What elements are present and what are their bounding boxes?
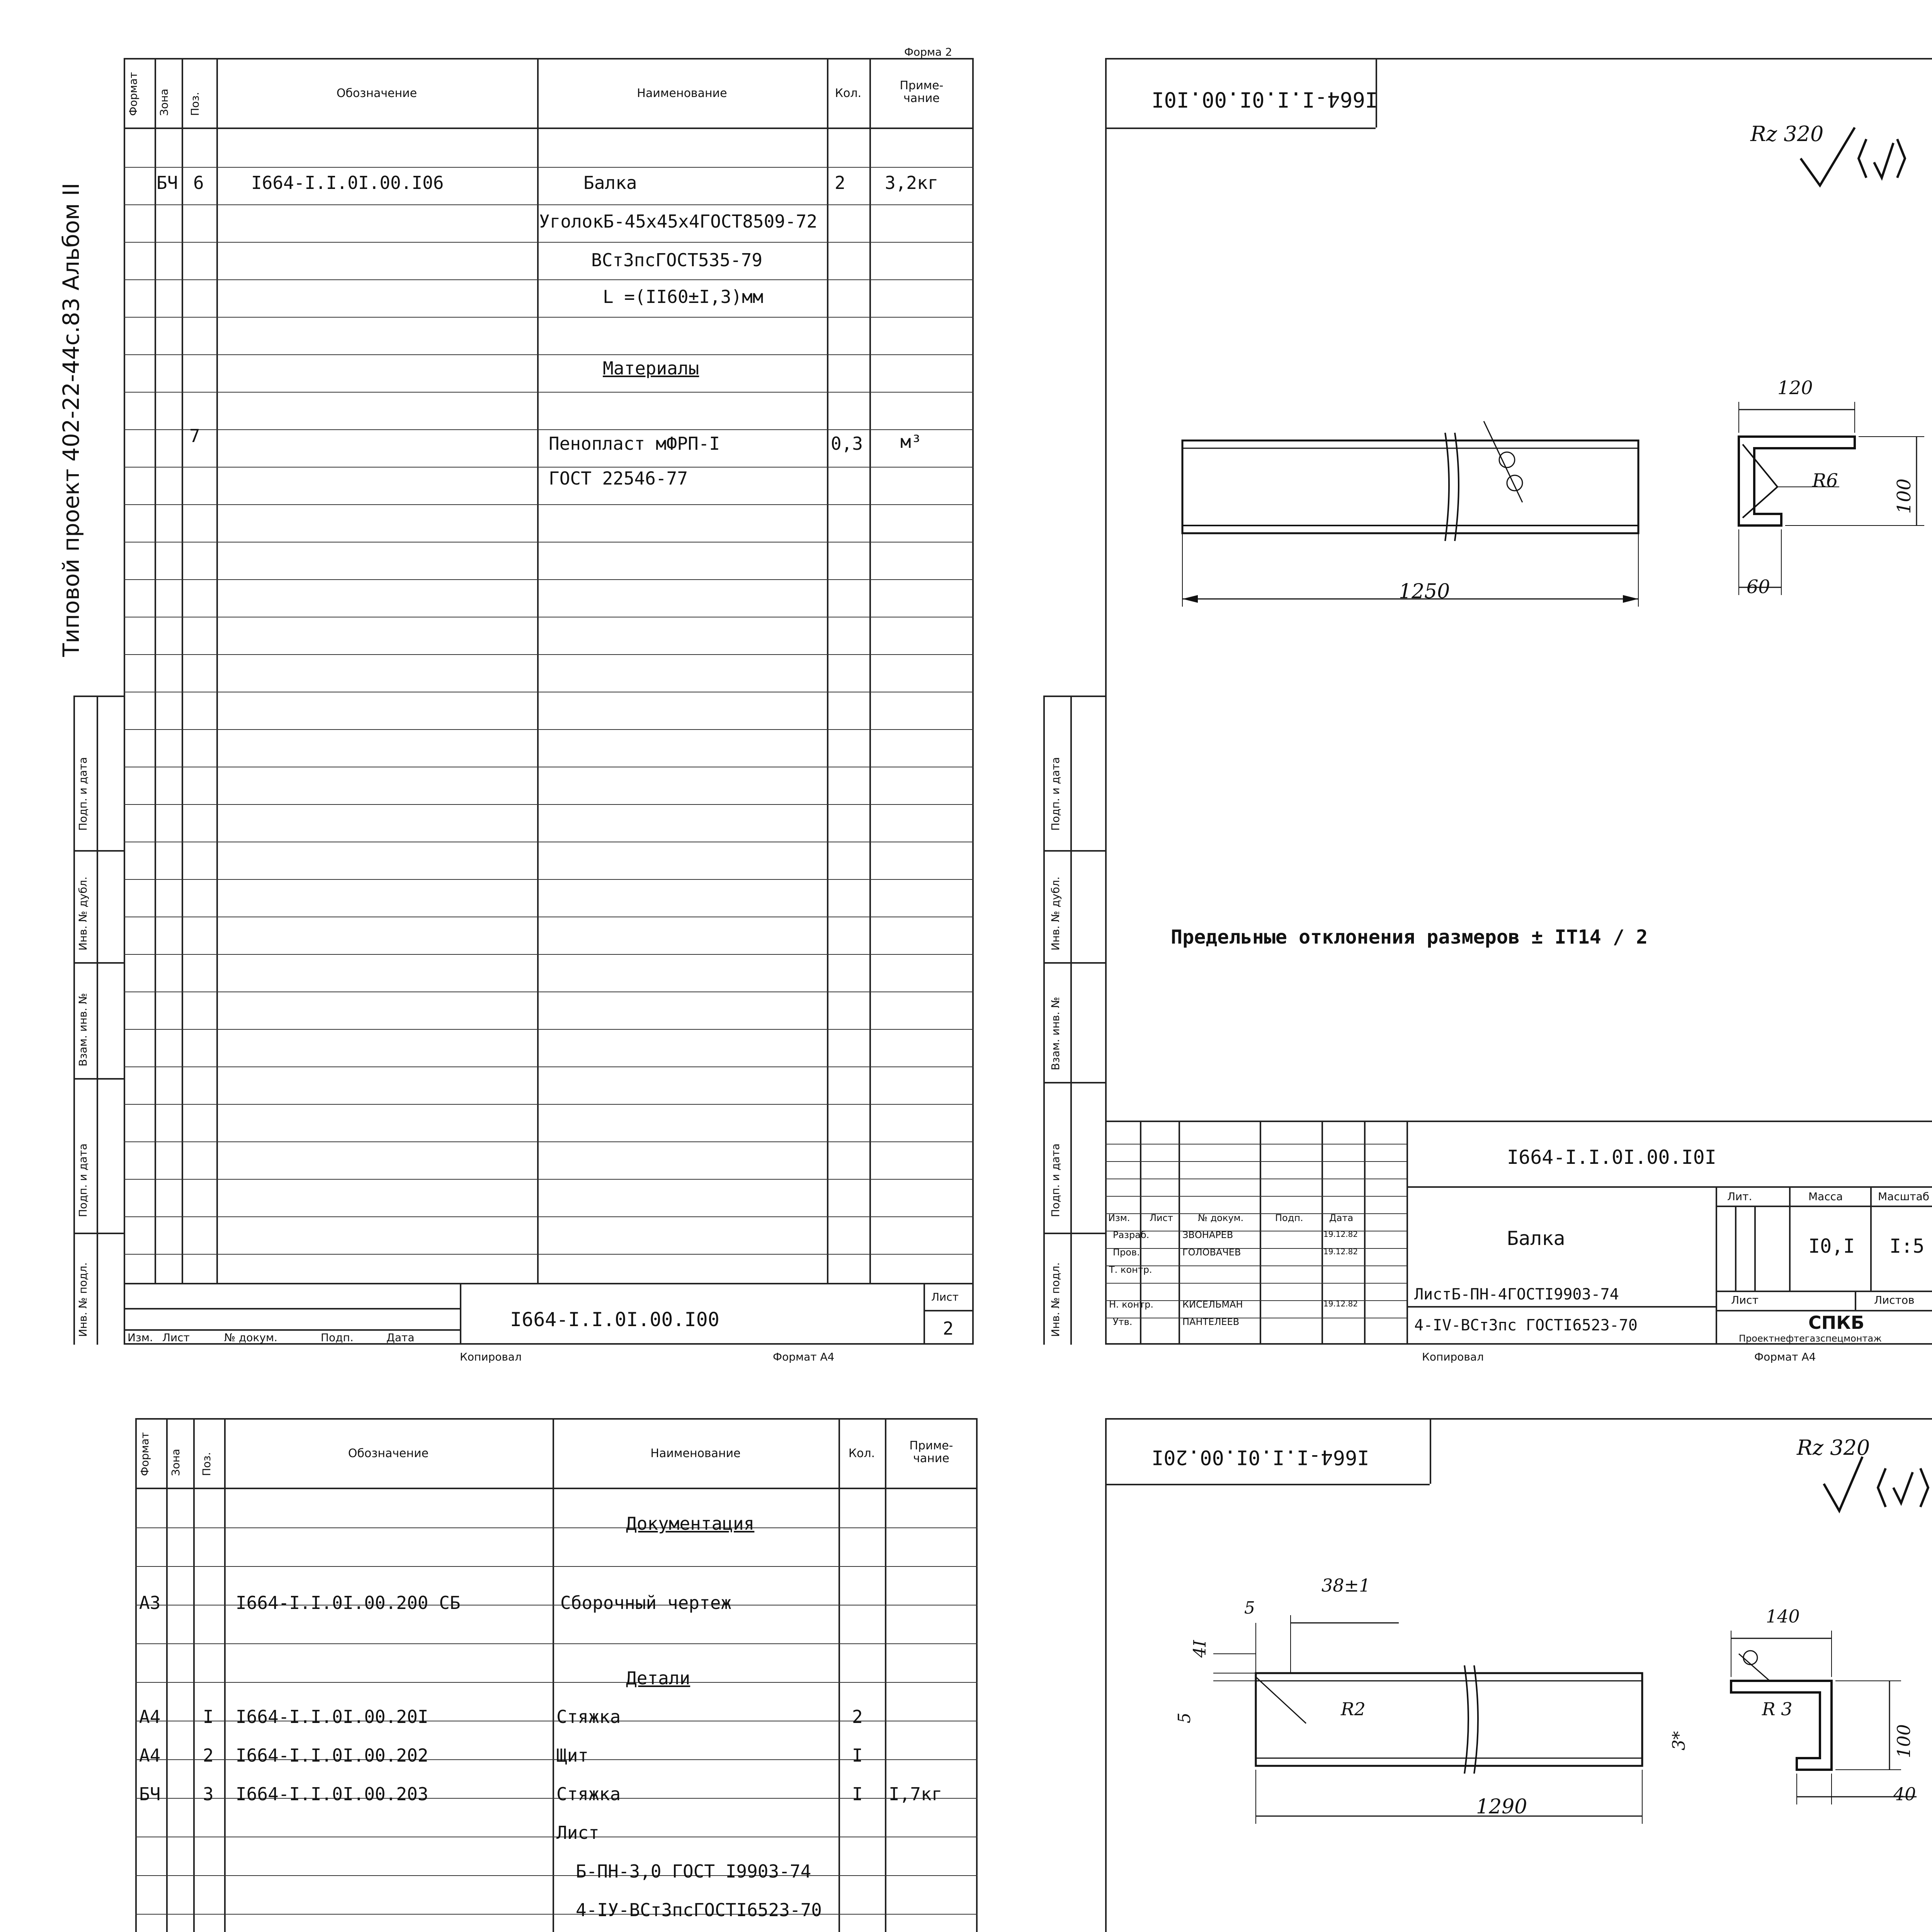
label: Подп. [1275,1213,1303,1223]
table-rule [124,954,974,955]
header-note: Приме- чание [909,1439,953,1465]
org: СПКБ [1808,1312,1864,1333]
table-rule [124,242,974,243]
section-heading: Материалы [603,358,699,379]
header-designation: Обозначение [348,1447,429,1460]
scale-label: Масштаб [1878,1190,1930,1203]
copied-label: Копировал [460,1350,522,1363]
row-format: А3 [139,1592,161,1613]
table-rule [135,1914,978,1915]
row-name: L =(II60±I,3)мм [603,286,764,307]
date: 19.12.82 [1323,1230,1358,1239]
row-pos: 6 [193,172,204,193]
table-rule [124,579,974,580]
dim-length: 1250 [1399,580,1450,603]
row-pos: I [203,1706,214,1727]
row-note: I,7кг [889,1784,942,1804]
roughness: Rz 320 [1750,122,1824,146]
dim-41: 4I [1190,1640,1210,1658]
row-pos: 2 [203,1745,214,1766]
person: ПАНТЕЛЕЕВ [1182,1316,1240,1327]
row-note: 3,2кг [885,172,939,193]
row-qty: 2 [852,1706,863,1727]
title-designation: I664-I.I.0I.00.I0I [1507,1146,1716,1168]
dim-star: 3* [1669,1731,1689,1750]
header-format: Формат [127,72,139,116]
header-qty: Кол. [835,87,862,100]
table-rule [1105,1144,1406,1145]
table-rule [124,729,974,730]
material: 4-IV-ВСт3пс ГОСТI6523-70 [1414,1316,1638,1334]
rotated-code: I664-I.I.0I.00.20I [1151,1446,1369,1469]
dim-height: 100 [1893,478,1915,514]
side-label: Подп. и дата [1049,1143,1062,1217]
row-name: Стяжка [556,1784,621,1804]
table-rule [1105,1161,1406,1162]
mass-label: Масса [1808,1190,1843,1203]
tie-drawing [1198,1577,1681,1847]
copied-label: Копировал [1422,1350,1484,1363]
side-label: Подп. и дата [1049,757,1062,831]
row-designation: I664-I.I.0I.00.202 [236,1745,429,1766]
part-name: Балка [1507,1227,1565,1250]
label: Изм. [1108,1213,1130,1223]
header-zone: Зона [169,1449,182,1476]
row-name: Лист [556,1822,599,1843]
title-designation: I664-I.I.0I.00.I00 [510,1308,719,1331]
header-pos: Поз. [200,1452,213,1476]
table-rule [1105,1248,1406,1249]
dim-width: 120 [1777,377,1813,399]
side-label: Подп. и дата [77,757,89,831]
title-label: Дата [386,1331,415,1344]
row-qty: I [852,1784,863,1804]
side-label: Инв. № подл. [77,1262,89,1337]
roughness-symbol [1801,128,1909,189]
side-label: Взам. инв. № [1049,997,1062,1070]
side-label: Инв. № дубл. [1049,876,1062,951]
row-pos: 3 [203,1784,214,1804]
row-designation: I664-I.I.0I.00.203 [236,1784,429,1804]
dim-40: 40 [1893,1784,1916,1804]
org-full: Проектнефтегазспецмонтаж [1739,1333,1882,1344]
scale-value: I:5 [1889,1235,1925,1257]
table-rule [124,654,974,655]
table-rule [124,204,974,205]
title-label: Изм. [128,1331,153,1344]
sheet-frame [124,58,974,1345]
album-title: Типовой проект 402-22-44с.83 Альбом II [58,183,84,657]
table-rule [124,542,974,543]
header-name: Наименование [650,1447,741,1460]
format-label: Формат А4 [1754,1350,1816,1363]
dim-length: 1290 [1476,1795,1527,1818]
table-rule [1105,1283,1406,1284]
row-name: Щит [556,1745,589,1766]
row-name: Б-ПН-3,0 ГОСТ I9903-74 [576,1861,811,1882]
roughness: Rz 320 [1797,1435,1870,1460]
row-name: 4-IУ-ВСт3псГОСТI6523-70 [576,1900,822,1920]
table-rule [124,879,974,880]
dim-lip: 38±1 [1321,1575,1371,1596]
person: ГОЛОВАЧЕВ [1182,1247,1241,1258]
title-label: Подп. [321,1331,354,1344]
table-rule [124,1216,974,1217]
row-name: Пенопласт мФРП-I [549,433,720,454]
header-designation: Обозначение [336,87,417,100]
header-name: Наименование [637,87,727,100]
title-label: № докум. [224,1331,278,1344]
forma-label: Форма 2 [904,46,952,58]
table-rule [124,1179,974,1180]
table-rule [124,167,974,168]
table-rule [124,1066,974,1067]
dim-radius: R6 [1812,470,1838,492]
role: Н. контр. [1109,1299,1154,1310]
header-note: Приме- чание [900,79,944,105]
table-rule [124,1254,974,1255]
table-rule [135,1682,978,1683]
sheet-label: Лист [1731,1294,1759,1306]
role: Пров. [1113,1247,1140,1258]
row-name: Стяжка [556,1706,621,1727]
date: 19.12.82 [1323,1299,1358,1308]
side-label: Взам. инв. № [77,993,89,1066]
mass-value: I0,I [1808,1235,1855,1257]
sheet-number: 2 [943,1318,954,1339]
format-label: Формат А4 [773,1350,835,1363]
tolerance-note: Предельные отклонения размеров ± IT14 / 2 [1171,926,1648,948]
role: Разраб. [1113,1230,1150,1240]
dim-height: 100 [1893,1724,1914,1758]
label: Лист [1150,1213,1173,1223]
row-qty: 0,3 [831,433,863,454]
row-name: Сборочный чертеж [560,1592,732,1613]
section-heading: Детали [626,1668,690,1689]
row-name: Балка [583,172,637,193]
role: Утв. [1113,1316,1133,1327]
person: КИСЕЛЬМАН [1182,1299,1243,1310]
rotated-code: I664-I.I.0I.00.I0I [1151,87,1378,112]
table-rule [135,1643,978,1644]
table-rule [124,429,974,430]
header-pos: Поз. [189,92,201,116]
table-rule [124,279,974,280]
header-qty: Кол. [848,1447,875,1460]
material: ЛистБ-ПН-4ГОСТI9903-74 [1414,1286,1619,1303]
table-rule [135,1566,978,1567]
dim-width: 140 [1766,1606,1800,1627]
header-format: Формат [138,1432,151,1476]
row-name: УголокБ-45х45х4ГОСТ8509-72 [539,211,818,232]
dim-5b: 5 [1175,1713,1194,1723]
row-qty: 2 [835,172,845,193]
table-rule [124,1104,974,1105]
sheet-frame [135,1418,978,1932]
table-rule [124,804,974,805]
lit-label: Лит. [1727,1190,1752,1203]
label: Дата [1329,1213,1354,1223]
table-rule [124,504,974,505]
row-name: ВСт3псГОСТ535-79 [591,250,763,270]
title-label: Лист [162,1331,190,1344]
row-designation: I664-I.I.0I.00.I06 [251,172,444,193]
row-format: БЧ [156,172,178,193]
section-heading: Документация [626,1513,755,1534]
person: ЗВОНАРЕВ [1182,1230,1233,1240]
row-designation: I664-I.I.0I.00.200 СБ [236,1592,461,1613]
table-rule [135,1527,978,1528]
side-label: Инв. № подл. [1049,1262,1062,1337]
table-rule [1105,1196,1406,1197]
row-name: ГОСТ 22546-77 [549,468,688,489]
dim-bottom: 60 [1747,576,1770,598]
tie-section [1708,1584,1924,1816]
row-format: БЧ [139,1784,161,1804]
row-note: м³ [900,431,922,452]
header-zone: Зона [158,88,170,116]
date: 19.12.82 [1323,1247,1358,1256]
table-rule [124,467,974,468]
row-qty: I [852,1745,863,1766]
table-rule [135,1875,978,1876]
sheets-label: Листов [1874,1294,1915,1306]
label: № докум. [1198,1213,1244,1223]
row-pos: 7 [189,425,200,446]
table-rule [124,1141,974,1142]
dim-5: 5 [1244,1598,1255,1618]
role: Т. контр. [1109,1264,1152,1275]
sheet-label: Лист [931,1291,959,1303]
row-designation: I664-I.I.0I.00.20I [236,1706,429,1727]
side-label: Подп. и дата [77,1143,89,1217]
row-format: А4 [139,1706,161,1727]
table-rule [124,317,974,318]
table-rule [124,392,974,393]
table-rule [124,1029,974,1030]
row-format: А4 [139,1745,161,1766]
roughness-symbol [1824,1457,1932,1519]
dim-r3: R 3 [1762,1699,1793,1719]
side-label: Инв. № дубл. [77,876,89,951]
table-rule [124,354,974,355]
dim-r2: R2 [1341,1699,1366,1719]
